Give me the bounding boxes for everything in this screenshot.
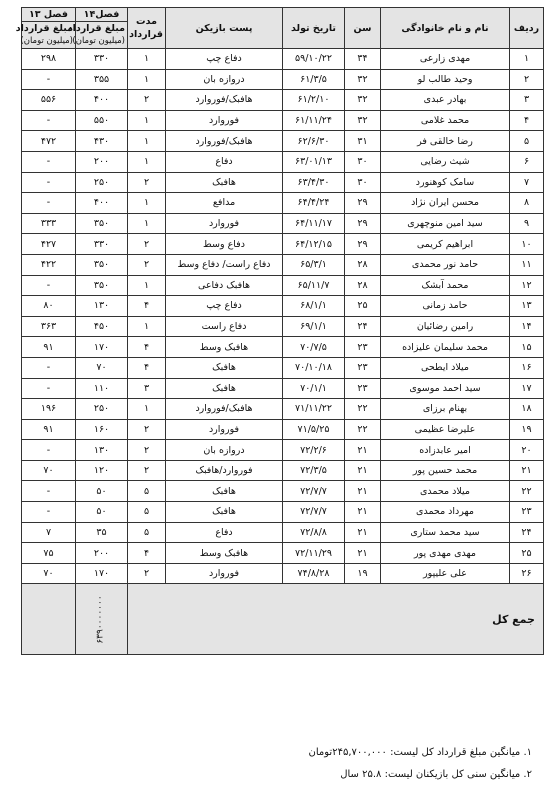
contract-amount-13-cell: - [22,110,76,131]
table-row [22,563,544,584]
contract-amount-13-cell: ۷۰ [22,460,76,481]
contract-amount-14-cell: ۳۵۰ [76,254,128,275]
row-number-cell: ۱۰ [510,234,544,255]
birth-date-cell: ۶۴/۴/۲۴ [283,193,345,214]
total-value: ۶۳۹۰۰۰۰۰۰۰ [95,595,106,645]
player-name-cell: حامد زمانی [381,296,510,317]
player-name-cell: میلاد ایطحی [381,357,510,378]
table-body [22,49,544,584]
position-cell: هافبک [166,502,283,523]
row-number-cell: ۲۱ [510,460,544,481]
table-row [22,275,544,296]
contract-duration-cell: ۱ [128,213,166,234]
contract-duration-cell: ۴ [128,337,166,358]
player-name-cell: میلاد محمدی [381,481,510,502]
contract-amount-13-cell: ۴۲۲ [22,254,76,275]
age-cell: ۲۹ [345,213,381,234]
age-cell: ۳۲ [345,110,381,131]
document-sheet [15,7,544,737]
contract-unit: (میلیون تومان) [20,36,73,46]
contract-duration-cell: ۴ [128,296,166,317]
contract-amount-14-cell: ۱۶۰ [76,419,128,440]
position-cell: فوروارد [166,110,283,131]
age-cell: ۲۱ [345,440,381,461]
position-cell: فوروارد [166,419,283,440]
contract-amount-14-cell: ۱۲۰ [76,460,128,481]
age-cell: ۳۲ [345,69,381,90]
row-number-cell: ۷ [510,172,544,193]
birth-date-cell: ۷۲/۲/۶ [283,440,345,461]
row-number-cell: ۶ [510,151,544,172]
player-name-cell: مهدی زارعی [381,49,510,70]
table-row [22,399,544,420]
table-row [22,110,544,131]
row-number-cell: ۲۲ [510,481,544,502]
position-cell: هافبک [166,357,283,378]
table-row [22,419,544,440]
age-cell: ۲۸ [345,275,381,296]
table-row [22,234,544,255]
contract-amount-14-cell: ۴۳۰ [76,131,128,152]
contract-duration-cell: ۴ [128,357,166,378]
row-number-cell: ۲۰ [510,440,544,461]
contract-amount-13-cell: ۳۶۳ [22,316,76,337]
contract-amount-13-cell: ۳۳۳ [22,213,76,234]
position-cell: هافبک دفاعی [166,275,283,296]
contract-label: مبلغ قرارداد [67,23,125,34]
position-cell: دفاع [166,522,283,543]
age-cell: ۲۱ [345,460,381,481]
position-cell: هافبک وسط [166,543,283,564]
row-number-cell: ۲۶ [510,563,544,584]
age-cell: ۳۲ [345,90,381,111]
header-position: پست بازیکن [166,8,283,49]
contract-amount-13-cell: - [22,69,76,90]
birth-date-cell: ۷۰/۷/۵ [283,337,345,358]
age-cell: ۲۱ [345,543,381,564]
contract-duration-cell: ۲ [128,90,166,111]
contract-amount-13-cell: - [22,440,76,461]
position-cell: هافبک [166,172,283,193]
contract-duration-cell: ۵ [128,502,166,523]
player-name-cell: مهدی مهدی پور [381,543,510,564]
header-season-14: فصل۱۴ [76,8,128,22]
position-cell: مدافع [166,193,283,214]
total-value-cell [76,584,128,655]
player-name-cell: علیرضا عظیمی [381,419,510,440]
birth-date-cell: ۷۲/۷/۷ [283,502,345,523]
table-row [22,460,544,481]
contract-amount-13-cell: ۲۹۸ [22,49,76,70]
birth-date-cell: ۷۴/۸/۲۸ [283,563,345,584]
position-cell: دفاع راست [166,316,283,337]
player-name-cell: محمد آبشک [381,275,510,296]
age-cell: ۲۲ [345,399,381,420]
age-cell: ۲۱ [345,502,381,523]
row-number-cell: ۳ [510,90,544,111]
player-contracts-table [15,7,544,655]
row-number-cell: ۱۱ [510,254,544,275]
contract-amount-13-cell: ۱۹۶ [22,399,76,420]
table-row [22,357,544,378]
contract-amount-14-cell: ۱۳۰ [76,296,128,317]
contract-amount-13-cell: ۹۱ [22,419,76,440]
row-number-cell: ۴ [510,110,544,131]
row-number-cell: ۲ [510,69,544,90]
player-name-cell: سید محمد ستاری [381,522,510,543]
contract-amount-14-cell: ۷۰ [76,357,128,378]
contract-amount-14-cell: ۳۳۰ [76,234,128,255]
contract-duration-cell: ۱ [128,399,166,420]
age-cell: ۲۸ [345,254,381,275]
row-number-cell: ۲۴ [510,522,544,543]
birth-date-cell: ۶۱/۱۱/۲۴ [283,110,345,131]
contract-amount-14-cell: ۲۵۰ [76,399,128,420]
age-cell: ۳۱ [345,131,381,152]
table-row [22,151,544,172]
player-name-cell: مهرداد محمدی [381,502,510,523]
position-cell: هافبک [166,378,283,399]
birth-date-cell: ۷۲/۷/۷ [283,481,345,502]
contract-amount-13-cell: - [22,357,76,378]
player-name-cell: بهادر عبدی [381,90,510,111]
table-row [22,337,544,358]
contract-amount-14-cell: ۵۰ [76,502,128,523]
player-name-cell: ابراهیم کریمی [381,234,510,255]
contract-amount-14-cell: ۳۵۵ [76,69,128,90]
age-cell: ۲۳ [345,337,381,358]
contract-amount-14-cell: ۳۵۰ [76,275,128,296]
table-row [22,49,544,70]
player-name-cell: رضا خالقی فر [381,131,510,152]
contract-duration-cell: ۳ [128,378,166,399]
contract-amount-13-cell: - [22,151,76,172]
contract-duration-cell: ۲ [128,254,166,275]
player-name-cell: سید احمد موسوی [381,378,510,399]
age-cell: ۳۰ [345,151,381,172]
position-cell: دروازه بان [166,440,283,461]
row-number-cell: ۱۵ [510,337,544,358]
contract-duration-cell: ۱ [128,110,166,131]
contract-amount-13-cell: - [22,193,76,214]
contract-amount-14-cell: ۳۵ [76,522,128,543]
contract-amount-13-cell: ۵۵۶ [22,90,76,111]
table-row [22,481,544,502]
contract-duration-cell: ۲ [128,172,166,193]
row-number-cell: ۱۹ [510,419,544,440]
contract-duration-cell: ۲ [128,563,166,584]
birth-date-cell: ۵۹/۱۰/۲۲ [283,49,345,70]
contract-amount-13-cell: ۹۱ [22,337,76,358]
birth-date-cell: ۷۱/۱۱/۲۲ [283,399,345,420]
position-cell: هافبک/فوروارد [166,131,283,152]
contract-unit: (میلیون تومان) [72,36,125,46]
table-row [22,543,544,564]
total-empty-cell [22,584,76,655]
contract-duration-cell: ۴ [128,543,166,564]
header-contract-duration: مدت قرارداد [128,8,166,49]
birth-date-cell: ۶۵/۳/۱ [283,254,345,275]
player-name-cell: علی علیپور [381,563,510,584]
row-number-cell: ۲۵ [510,543,544,564]
player-name-cell: محمد سلیمان علیزاده [381,337,510,358]
birth-date-cell: ۷۲/۸/۸ [283,522,345,543]
header-row-number: ردیف [510,8,544,49]
row-number-cell: ۱۳ [510,296,544,317]
position-cell: دفاع راست/ دفاع وسط [166,254,283,275]
header-contract-amount-13 [15,22,76,49]
player-name-cell: امیر عابدزاده [381,440,510,461]
birth-date-cell: ۶۱/۳/۵ [283,69,345,90]
contract-amount-13-cell: ۴۲۷ [22,234,76,255]
table-row [22,193,544,214]
contract-duration-cell: ۱ [128,69,166,90]
position-cell: دفاع چپ [166,296,283,317]
contract-duration-cell: ۵ [128,481,166,502]
table-row [22,172,544,193]
contract-amount-14-cell: ۵۵۰ [76,110,128,131]
birth-date-cell: ۶۴/۱۱/۱۷ [283,213,345,234]
row-number-cell: ۱۸ [510,399,544,420]
header-contract-amount-14 [67,22,128,49]
contract-amount-13-cell: - [22,172,76,193]
birth-date-cell: ۶۵/۱۱/۷ [283,275,345,296]
contract-amount-13-cell: - [22,275,76,296]
contract-duration-cell: ۲ [128,419,166,440]
total-row [22,584,544,655]
contract-amount-14-cell: ۱۱۰ [76,378,128,399]
player-name-cell: بهنام برزای [381,399,510,420]
row-number-cell: ۱۴ [510,316,544,337]
contract-amount-14-cell: ۳۵۰ [76,213,128,234]
age-cell: ۲۹ [345,234,381,255]
contract-amount-14-cell: ۲۰۰ [76,543,128,564]
contract-duration-cell: ۲ [128,440,166,461]
position-cell: هافبک [166,481,283,502]
contract-amount-14-cell: ۵۰ [76,481,128,502]
birth-date-cell: ۶۳/۰۱/۱۳ [283,151,345,172]
row-number-cell: ۹ [510,213,544,234]
player-name-cell: وحید طالب لو [381,69,510,90]
contract-amount-13-cell: ۸۰ [22,296,76,317]
note-average-contract: ۱. میانگین مبلغ قرارداد کل لیست: ۲۴۵,۷۰۰,۰۰۰تومان [308,747,532,758]
age-cell: ۱۹ [345,563,381,584]
age-cell: ۲۵ [345,296,381,317]
table-row [22,254,544,275]
table-row [22,522,544,543]
contract-amount-14-cell: ۲۵۰ [76,172,128,193]
contract-amount-13-cell: ۷۵ [22,543,76,564]
age-cell: ۲۱ [345,481,381,502]
row-number-cell: ۲۳ [510,502,544,523]
age-cell: ۳۴ [345,49,381,70]
age-cell: ۲۹ [345,193,381,214]
birth-date-cell: ۷۰/۱۰/۱۸ [283,357,345,378]
row-number-cell: ۱۶ [510,357,544,378]
contract-amount-14-cell: ۲۰۰ [76,151,128,172]
contract-duration-cell: ۲ [128,234,166,255]
player-name-cell: محسن ایران نژاد [381,193,510,214]
position-cell: دفاع [166,151,283,172]
contract-duration-cell: ۲ [128,460,166,481]
birth-date-cell: ۶۳/۴/۳۰ [283,172,345,193]
header-birth-date: تاریخ تولد [283,8,345,49]
birth-date-cell: ۶۲/۶/۳۰ [283,131,345,152]
table-row [22,131,544,152]
header-age: سن [345,8,381,49]
position-cell: فوروارد [166,213,283,234]
contract-amount-13-cell: - [22,502,76,523]
contract-label: مبلغ قرارداد [15,23,73,34]
age-cell: ۲۲ [345,419,381,440]
contract-amount-14-cell: ۴۵۰ [76,316,128,337]
row-number-cell: ۵ [510,131,544,152]
player-name-cell: رامین رضائیان [381,316,510,337]
position-cell: فوروارد [166,563,283,584]
position-cell: دروازه بان [166,69,283,90]
header-name: نام و نام خانوادگی [381,8,510,49]
row-number-cell: ۱۷ [510,378,544,399]
contract-duration-cell: ۵ [128,522,166,543]
birth-date-cell: ۷۱/۵/۲۵ [283,419,345,440]
contract-amount-14-cell: ۱۳۰ [76,440,128,461]
table-row [22,378,544,399]
row-number-cell: ۸ [510,193,544,214]
age-cell: ۲۳ [345,378,381,399]
age-cell: ۲۴ [345,316,381,337]
total-label: جمع کل [128,584,544,655]
player-name-cell: سید امین منوچهری [381,213,510,234]
position-cell: دفاع چپ [166,49,283,70]
contract-amount-13-cell: ۷۰ [22,563,76,584]
contract-amount-14-cell: ۳۳۰ [76,49,128,70]
contract-duration-cell: ۱ [128,131,166,152]
contract-amount-14-cell: ۱۷۰ [76,563,128,584]
birth-date-cell: ۶۹/۱/۱ [283,316,345,337]
position-cell: هافبک/فوروارد [166,90,283,111]
player-name-cell: شیث رضایی [381,151,510,172]
table-row [22,69,544,90]
contract-amount-14-cell: ۴۰۰ [76,193,128,214]
position-cell: هافبک وسط [166,337,283,358]
header-season-13: فصل ۱۳ [22,8,76,22]
player-name-cell: حامد نور محمدی [381,254,510,275]
player-name-cell: سامک کوهنورد [381,172,510,193]
position-cell: فوروارد/هافبک [166,460,283,481]
birth-date-cell: ۷۲/۳/۵ [283,460,345,481]
birth-date-cell: ۶۱/۲/۱۰ [283,90,345,111]
age-cell: ۳۰ [345,172,381,193]
birth-date-cell: ۷۰/۱/۱ [283,378,345,399]
contract-amount-14-cell: ۴۰۰ [76,90,128,111]
contract-amount-13-cell: - [22,378,76,399]
contract-amount-13-cell: ۷ [22,522,76,543]
position-cell: دفاع وسط [166,234,283,255]
notes-list [22,742,532,786]
contract-duration-cell: ۱ [128,275,166,296]
table-row [22,90,544,111]
note-average-age: ۲. میانگین سنی کل بازیکنان لیست: ۲۵.۸ سال [340,769,532,780]
player-name-cell: محمد غلامی [381,110,510,131]
row-number-cell: ۱ [510,49,544,70]
row-number-cell: ۱۲ [510,275,544,296]
contract-duration-cell: ۱ [128,151,166,172]
age-cell: ۲۳ [345,357,381,378]
contract-duration-cell: ۱ [128,316,166,337]
position-cell: هافبک/فوروارد [166,399,283,420]
table-row [22,316,544,337]
contract-amount-13-cell: ۴۷۲ [22,131,76,152]
table-row [22,296,544,317]
birth-date-cell: ۶۴/۱۲/۱۵ [283,234,345,255]
contract-amount-14-cell: ۱۷۰ [76,337,128,358]
birth-date-cell: ۷۲/۱۱/۲۹ [283,543,345,564]
player-name-cell: محمد حسین پور [381,460,510,481]
contract-amount-13-cell: - [22,481,76,502]
birth-date-cell: ۶۸/۱/۱ [283,296,345,317]
age-cell: ۲۱ [345,522,381,543]
contract-duration-cell: ۱ [128,193,166,214]
table-row [22,213,544,234]
contract-duration-cell: ۱ [128,49,166,70]
table-row [22,502,544,523]
table-row [22,440,544,461]
